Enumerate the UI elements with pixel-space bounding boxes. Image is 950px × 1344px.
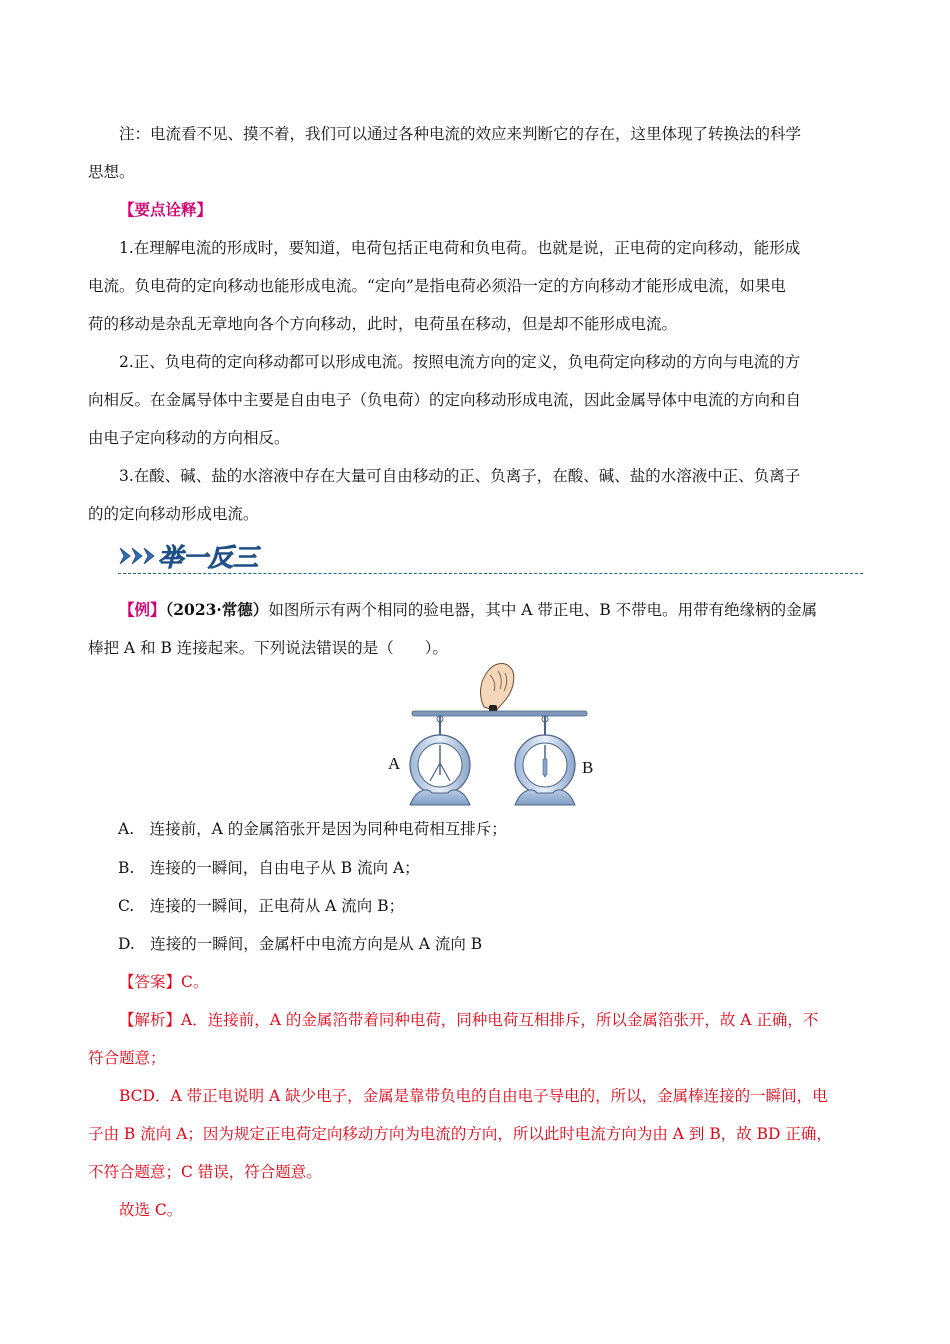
key-point-3 <box>88 457 863 533</box>
option-d: D. 连接的一瞬间，金属杆中电流方向是从 A 流向 B <box>118 935 483 953</box>
analysis-line-2: 符合题意； <box>88 1049 166 1067</box>
key-point-1-line-2: 电流。负电荷的定向移动也能形成电流。“定向”是指电荷必须沿一定的方向移动才能形成电流，如果电 <box>88 277 786 295</box>
hand-icon <box>481 664 514 716</box>
metal-rod <box>412 711 587 716</box>
key-point-2-line-2: 向相反。在金属导体中主要是自由电子（负电荷）的定向移动形成电流，因此金属导体中电流的方向和自 <box>88 391 802 409</box>
analysis-line-5: 不符合题意；C 错误，符合题意。 <box>88 1163 322 1181</box>
example-tag: 【例】 <box>119 600 166 619</box>
example-line-1: 如图所示有两个相同的验电器，其中 A 带正电、B 不带电。用带有绝缘柄的金属 <box>268 601 818 619</box>
key-point-1 <box>88 229 863 343</box>
note-line-1: 注：电流看不见、摸不着，我们可以通过各种电流的效应来判断它的存在，这里体现了转换法的科学 <box>119 125 802 143</box>
key-point-1-line-3: 荷的移动是杂乱无章地向各个方向移动，此时，电荷虽在移动，但是却不能形成电流。 <box>88 315 678 333</box>
section-divider <box>118 573 863 574</box>
key-point-3-line-2: 的的定向移动形成电流。 <box>88 505 259 523</box>
label-b: B <box>582 758 594 777</box>
note-line-2: 思想。 <box>88 163 135 181</box>
example-source: （2023·常德） <box>165 600 269 619</box>
key-points-heading: 【要点诠释】 <box>119 200 213 219</box>
electroscope-a <box>410 716 470 805</box>
key-point-2-line-1: 2.正、负电荷的定向移动都可以形成电流。按照电流方向的定义，负电荷定向移动的方向与电流的方 <box>119 353 801 371</box>
electroscope-figure <box>380 655 610 815</box>
key-point-3-line-1: 3.在酸、碱、盐的水溶液中存在大量可自由移动的正、负离子，在酸、碱、盐的水溶液中正、负离子 <box>119 467 801 485</box>
analysis-line-3: BCD．A 带正电说明 A 缺少电子，金属是靠带负电的自由电子导电的，所以，金属棒连接的一瞬间，电 <box>119 1087 828 1105</box>
answer <box>88 963 863 1001</box>
answer-text: C。 <box>181 973 209 991</box>
key-point-2 <box>88 343 863 457</box>
label-a: A <box>388 754 401 773</box>
analysis-line-6: 故选 C。 <box>119 1201 183 1219</box>
answer-tag: 【答案】 <box>119 973 182 991</box>
option-c: C. 连接的一瞬间，正电荷从 A 流向 B； <box>118 897 405 915</box>
key-point-2-line-3: 由电子定向移动的方向相反。 <box>88 429 290 447</box>
analysis <box>88 1001 863 1229</box>
analysis-tag: 【解析】 <box>119 1011 182 1029</box>
analysis-line-1: A．连接前，A 的金属箔带着同种电荷，同种电荷互相排斥，所以金属箔张开，故 A 正确，不 <box>181 1011 819 1029</box>
banner-title: 举一反三 <box>158 543 259 572</box>
note-paragraph <box>88 115 863 191</box>
electroscope-b <box>515 716 575 805</box>
example-line-2: 棒把 A 和 B 连接起来。下列说法错误的是（ ）。 <box>88 639 449 657</box>
option-a: A. 连接前，A 的金属箔张开是因为同种电荷相互排斥； <box>118 820 507 838</box>
practice-banner <box>118 538 288 574</box>
banner-arrows-icon <box>120 548 154 564</box>
option-b: B. 连接的一瞬间，自由电子从 B 流向 A； <box>118 859 420 877</box>
analysis-line-4: 子由 B 流向 A；因为规定正电荷定向移动方向为电流的方向，所以此时电流方向为由 A 到 B，故 BD 正确， <box>88 1125 832 1143</box>
key-point-1-line-1: 1.在理解电流的形成时，要知道，电荷包括正电荷和负电荷。也就是说，正电荷的定向移动，能形成 <box>119 239 801 257</box>
